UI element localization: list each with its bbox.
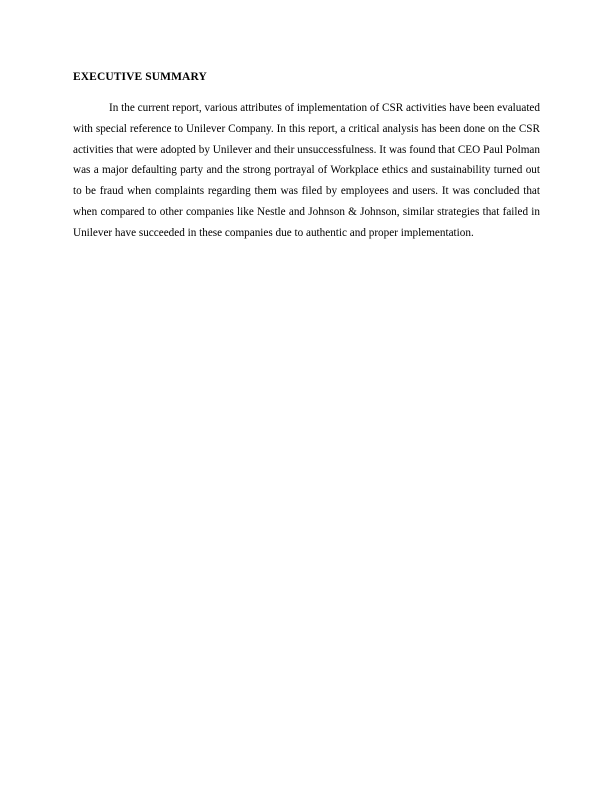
section-heading: EXECUTIVE SUMMARY	[73, 71, 207, 83]
summary-paragraph: In the current report, various attributes of implementation of CSR activities have been evaluated with special reference to Unilever Company. In this report, a critical analysis has been done on the CSR activities that were adopted by Unilever and their unsuccessfulness. It was found that CEO Paul Polman was a major defaulting party and the strong portrayal of Workplace ethics and sustainability turned out to be fraud when complaints regarding them was filed by employees and users. It was concluded that when compared to other companies like Nestle and Johnson & Johnson, similar strategies that failed in Unilever have succeeded in these companies due to authentic and proper implementation.	[73, 102, 540, 239]
